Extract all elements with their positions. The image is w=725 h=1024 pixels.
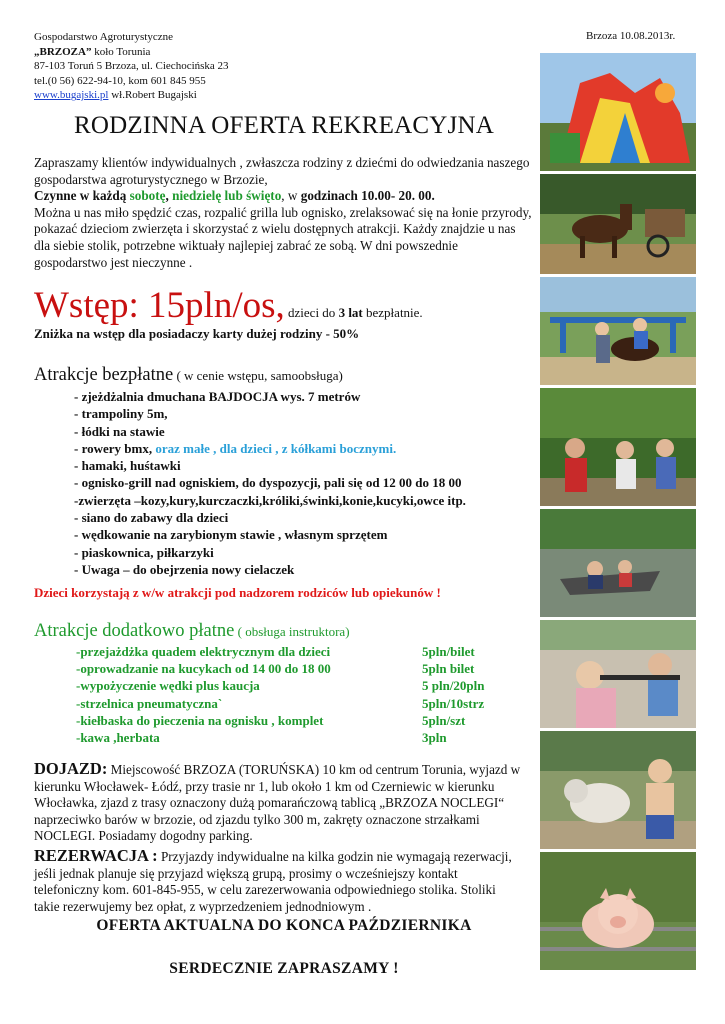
- paid-heading-text: Atrakcje dodatkowo płatne: [34, 621, 235, 641]
- farm-name: „BRZOZA”: [34, 45, 92, 58]
- boat-pond-photo: [540, 509, 696, 617]
- pony-ride-photo: [540, 277, 696, 385]
- paid-item: -kiełbaska do pieczenia na ognisku , komplet: [76, 712, 324, 728]
- intro-p1: Zapraszamy klientów indywidualnych , zwłaszcza rodziny z dziećmi do odwiedzania naszego gospodarstwa agroturystycznego w Brzozie,: [34, 155, 530, 187]
- list-item: -zwierzęta –kozy,kury,kurczaczki,króliki,świnki,konie,kucyki,owce itp.: [74, 492, 466, 508]
- list-item: - piaskownica, piłkarzyki: [74, 544, 214, 560]
- entry-price: Wstęp: 15pln/os,: [34, 285, 285, 326]
- paid-item: -wypożyczenie wędki plus kaucja: [76, 678, 260, 694]
- campfire-photo: [540, 388, 696, 506]
- directions-text: Miejscowość BRZOZA (TORUŃSKA) 10 km od centrum Torunia, wyjazd w kierunku Włocławek- Łódź, przy trasie nr 1, lub około 1 km od Czerniewic w kierunku Włocławka, zjazd z trasy oznaczony dużą pomarańczową tablicą „BRZOZA NOCLEGI“ naprzeciwko barów w brzozie, od zjazdu tylko 300 m, zakręty oznaczone strzałkami NOCLEGI. Posiadamy dogodny parking.: [34, 762, 521, 844]
- paid-attractions-list: [76, 643, 331, 746]
- list-item: - zjeżdżalnia dmuchana BAJDOCJA wys. 7 metrów: [74, 389, 361, 404]
- reservation-text: Przyjazdy indywidualne na kilka godzin nie wymagają rezerwacji, jeśli jednak planuje się przyjazd większą grupą, prosimy o wcześniejszy kontakt telefoniczny kom. 601-845-955, w celu zarezerwowania odpowiedniego stolika. Stoliki takie rezerwujemy bez opłat, z wyprzedzeniem jednodniowym .: [34, 849, 512, 914]
- opening-sunday: niedzielę lub święto: [172, 188, 282, 204]
- entry-price-line: [34, 284, 554, 327]
- opening-hours: godzinach 10.00- 20. 00.: [300, 188, 435, 204]
- directions-section: [34, 761, 524, 845]
- list-item: - wędkowanie na zarybionym stawie , własnym sprzętem: [74, 527, 388, 543]
- free-heading-text: Atrakcje bezpłatne: [34, 365, 174, 385]
- inflatable-slide-photo: [540, 53, 696, 171]
- owner-name: wł.Robert Bugajski: [108, 89, 197, 102]
- paid-item: -oprowadzanie na kucykach od 14 00 do 18 00: [76, 661, 331, 677]
- page-title: RODZINNA OFERTA REKREACYJNA: [74, 112, 494, 139]
- paid-price: 5pln/10strz: [422, 695, 485, 711]
- closing-invitation: SERDECZNIE ZAPRASZAMY !: [169, 960, 399, 977]
- paid-price: 5 pln/20pln: [422, 678, 485, 694]
- farm-web-line: [34, 88, 229, 103]
- farm-address: 87-103 Toruń 5 Brzoza, ul. Ciechocińska 23: [34, 60, 229, 73]
- shooting-range-photo: [540, 620, 696, 728]
- opening-sep: ,: [165, 188, 173, 204]
- farm-location: koło Torunia: [91, 45, 151, 58]
- website-link[interactable]: www.bugajski.pl: [34, 89, 109, 102]
- boy-with-sheep-photo: [540, 731, 696, 849]
- paid-heading-note: ( obsługa instruktora): [234, 624, 350, 639]
- list-item: - siano do zabawy dla dzieci: [74, 510, 229, 526]
- farm-phone: tel.(0 56) 622-94-10, kom 601 845 955: [34, 74, 206, 87]
- intro-text: [34, 155, 534, 271]
- kids-free-age: 3 lat: [338, 305, 363, 320]
- supervision-warning: Dzieci korzystają z w/w atrakcji pod nadzorem rodziców lub opiekunów !: [34, 585, 441, 600]
- paid-price: 3pln: [422, 730, 447, 746]
- free-heading-note: ( w cenie wstępu, samoobsługa): [173, 368, 343, 383]
- pig-photo: [540, 852, 696, 970]
- list-item: - łódki na stawie: [74, 423, 165, 439]
- paid-price: 5pln/bilet: [422, 644, 475, 659]
- horse-cart-photo: [540, 174, 696, 274]
- bmx-extra: oraz małe , dla dzieci , z kółkami bocznymi.: [152, 440, 397, 456]
- free-attractions-heading: [34, 365, 343, 386]
- farm-type: Gospodarstwo Agroturystyczne: [34, 31, 174, 43]
- list-item: - trampoliny 5m,: [74, 406, 168, 422]
- reservation-label: REZERWACJA :: [34, 846, 158, 865]
- list-item: - hamaki, huśtawki: [74, 458, 181, 474]
- paid-attractions-heading: [34, 621, 350, 642]
- list-item: - ognisko-grill nad ogniskiem, do dyspozycji, pali się od 12 00 do 18 00: [74, 475, 462, 491]
- photo-column: [540, 53, 696, 973]
- kids-free-b: bezpłatnie.: [362, 305, 423, 320]
- farm-header: [34, 30, 229, 103]
- directions-label: DOJAZD:: [34, 759, 108, 778]
- list-item-bmx: [74, 440, 466, 457]
- opening-saturday: sobotę: [129, 188, 166, 204]
- kids-free-a: dzieci do: [284, 305, 339, 320]
- paid-price: 5pln/szt: [422, 712, 466, 728]
- list-item: - Uwaga – do obejrzenia nowy cielaczek: [74, 561, 295, 577]
- discount-note: Zniżka na wstęp dla posiadaczy karty dużej rodziny - 50%: [34, 326, 360, 341]
- offer-validity: OFERTA AKTUALNA DO KONCA PAŹDZIERNIKA: [96, 917, 472, 934]
- free-attractions-list: [74, 388, 466, 578]
- document-date: Brzoza 10.08.2013r.: [586, 30, 676, 42]
- intro-p2: Można u nas miło spędzić czas, rozpalić grilla lub ognisko, zrelaksować się na łonie przyrody, pokazać dzieciom zwierzęta i skorzystać z wielu dostępnych atrakcji. Każdy znajdzie u nas dla siebie stolik, potrzebne wiktuały najlepiej zabrać ze sobą. W dni powszednie gospodarstwo jest nieczynne .: [34, 204, 532, 270]
- paid-prices: [422, 643, 485, 746]
- bmx-label: - rowery bmx,: [74, 440, 153, 456]
- farm-name-line: [34, 45, 229, 60]
- paid-price: 5pln bilet: [422, 661, 475, 677]
- paid-item: -strzelnica pneumatyczna`: [76, 695, 223, 711]
- paid-item: -kawa ,herbata: [76, 730, 160, 746]
- opening-sep2: , w: [281, 188, 301, 204]
- opening-prefix: Czynne w każdą: [34, 188, 130, 204]
- paid-item: -przejażdżka quadem elektrycznym dla dzieci: [76, 644, 331, 659]
- reservation-section: [34, 848, 524, 915]
